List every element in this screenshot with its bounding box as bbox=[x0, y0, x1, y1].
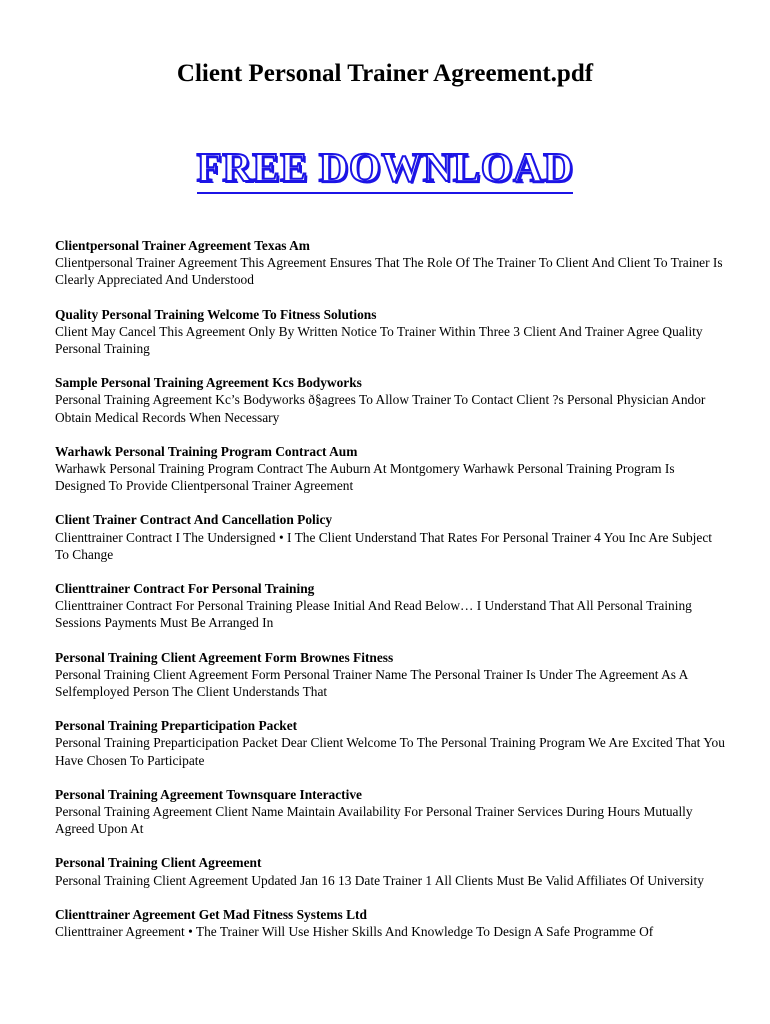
entry-description: Personal Training Client Agreement Form Personal Trainer Name The Personal Trainer Is Under The Agreement As A Selfemployed Person The Client Understands That bbox=[55, 666, 688, 700]
entry-title: Personal Training Client Agreement Form Brownes Fitness bbox=[55, 649, 394, 665]
entry-title: Personal Training Preparticipation Packet bbox=[55, 718, 298, 734]
entry-description: Clienttrainer Contract For Personal Training Please Initial And Read Below… I Understand That All Personal Training Sessions Payments Must Be Arranged In bbox=[55, 598, 692, 631]
entry-title: Warhawk Personal Training Program Contract Aum bbox=[55, 443, 358, 459]
entry-title: Clienttrainer Agreement Get Mad Fitness Systems Ltd bbox=[55, 906, 367, 922]
entry-description: Personal Training Agreement Client Name Maintain Availability For Personal Trainer Services During Hours Mutually Agreed Upon At bbox=[55, 804, 693, 837]
list-item bbox=[55, 854, 725, 888]
list-item bbox=[55, 906, 725, 940]
list-item bbox=[55, 649, 725, 701]
entry-description: Clienttrainer Contract I The Undersigned • I The Client Understand That Rates For Personal Trainer 4 You Inc Are Subject To Change bbox=[55, 529, 712, 562]
list-item bbox=[55, 443, 725, 495]
entry-title: Personal Training Client Agreement bbox=[55, 855, 262, 871]
result-list bbox=[55, 237, 725, 957]
entry-description: Personal Training Preparticipation Packet Dear Client Welcome To The Personal Training Program We Are Excited That You Have Chosen To Participate bbox=[55, 735, 725, 768]
entry-title: Clienttrainer Contract For Personal Training bbox=[55, 581, 315, 597]
entry-title: Personal Training Agreement Townsquare Interactive bbox=[55, 786, 362, 802]
list-item bbox=[55, 306, 725, 358]
entry-description: Warhawk Personal Training Program Contract The Auburn At Montgomery Warhawk Personal Training Program Is Designed To Provide Clientpersonal Trainer Agreement bbox=[55, 461, 675, 494]
free-download-link[interactable]: FREE DOWNLOAD bbox=[197, 142, 574, 194]
list-item bbox=[55, 511, 725, 563]
list-item bbox=[55, 717, 725, 769]
list-item bbox=[55, 237, 725, 289]
entry-description: Client May Cancel This Agreement Only By Written Notice To Trainer Within Three 3 Client And Trainer Agree Quality Personal Training bbox=[55, 323, 703, 357]
download-section bbox=[0, 142, 770, 194]
entry-description: Clienttrainer Agreement • The Trainer Will Use Hisher Skills And Knowledge To Design A Safe Programme Of bbox=[55, 924, 654, 940]
list-item bbox=[55, 374, 725, 426]
entry-description: Clientpersonal Trainer Agreement This Agreement Ensures That The Role Of The Trainer To Client And Client To Trainer Is Clearly Appreciated And Understood bbox=[55, 255, 723, 288]
list-item bbox=[55, 786, 725, 838]
entry-description: Personal Training Agreement Kc’s Bodyworks ð§agrees To Allow Trainer To Contact Client ?s Personal Physician Andor Obtain Medical Records When Necessary bbox=[55, 392, 706, 425]
entry-title: Clientpersonal Trainer Agreement Texas Am bbox=[55, 238, 310, 253]
page-title: Client Personal Trainer Agreement.pdf bbox=[176, 60, 594, 87]
entry-description: Personal Training Client Agreement Updated Jan 16 13 Date Trainer 1 All Clients Must Be Valid Affiliates Of University bbox=[55, 872, 704, 888]
list-item bbox=[55, 580, 725, 632]
entry-title: Sample Personal Training Agreement Kcs Bodyworks bbox=[55, 375, 362, 391]
entry-title: Quality Personal Training Welcome To Fitness Solutions bbox=[55, 306, 377, 322]
entry-title: Client Trainer Contract And Cancellation Policy bbox=[55, 512, 333, 528]
